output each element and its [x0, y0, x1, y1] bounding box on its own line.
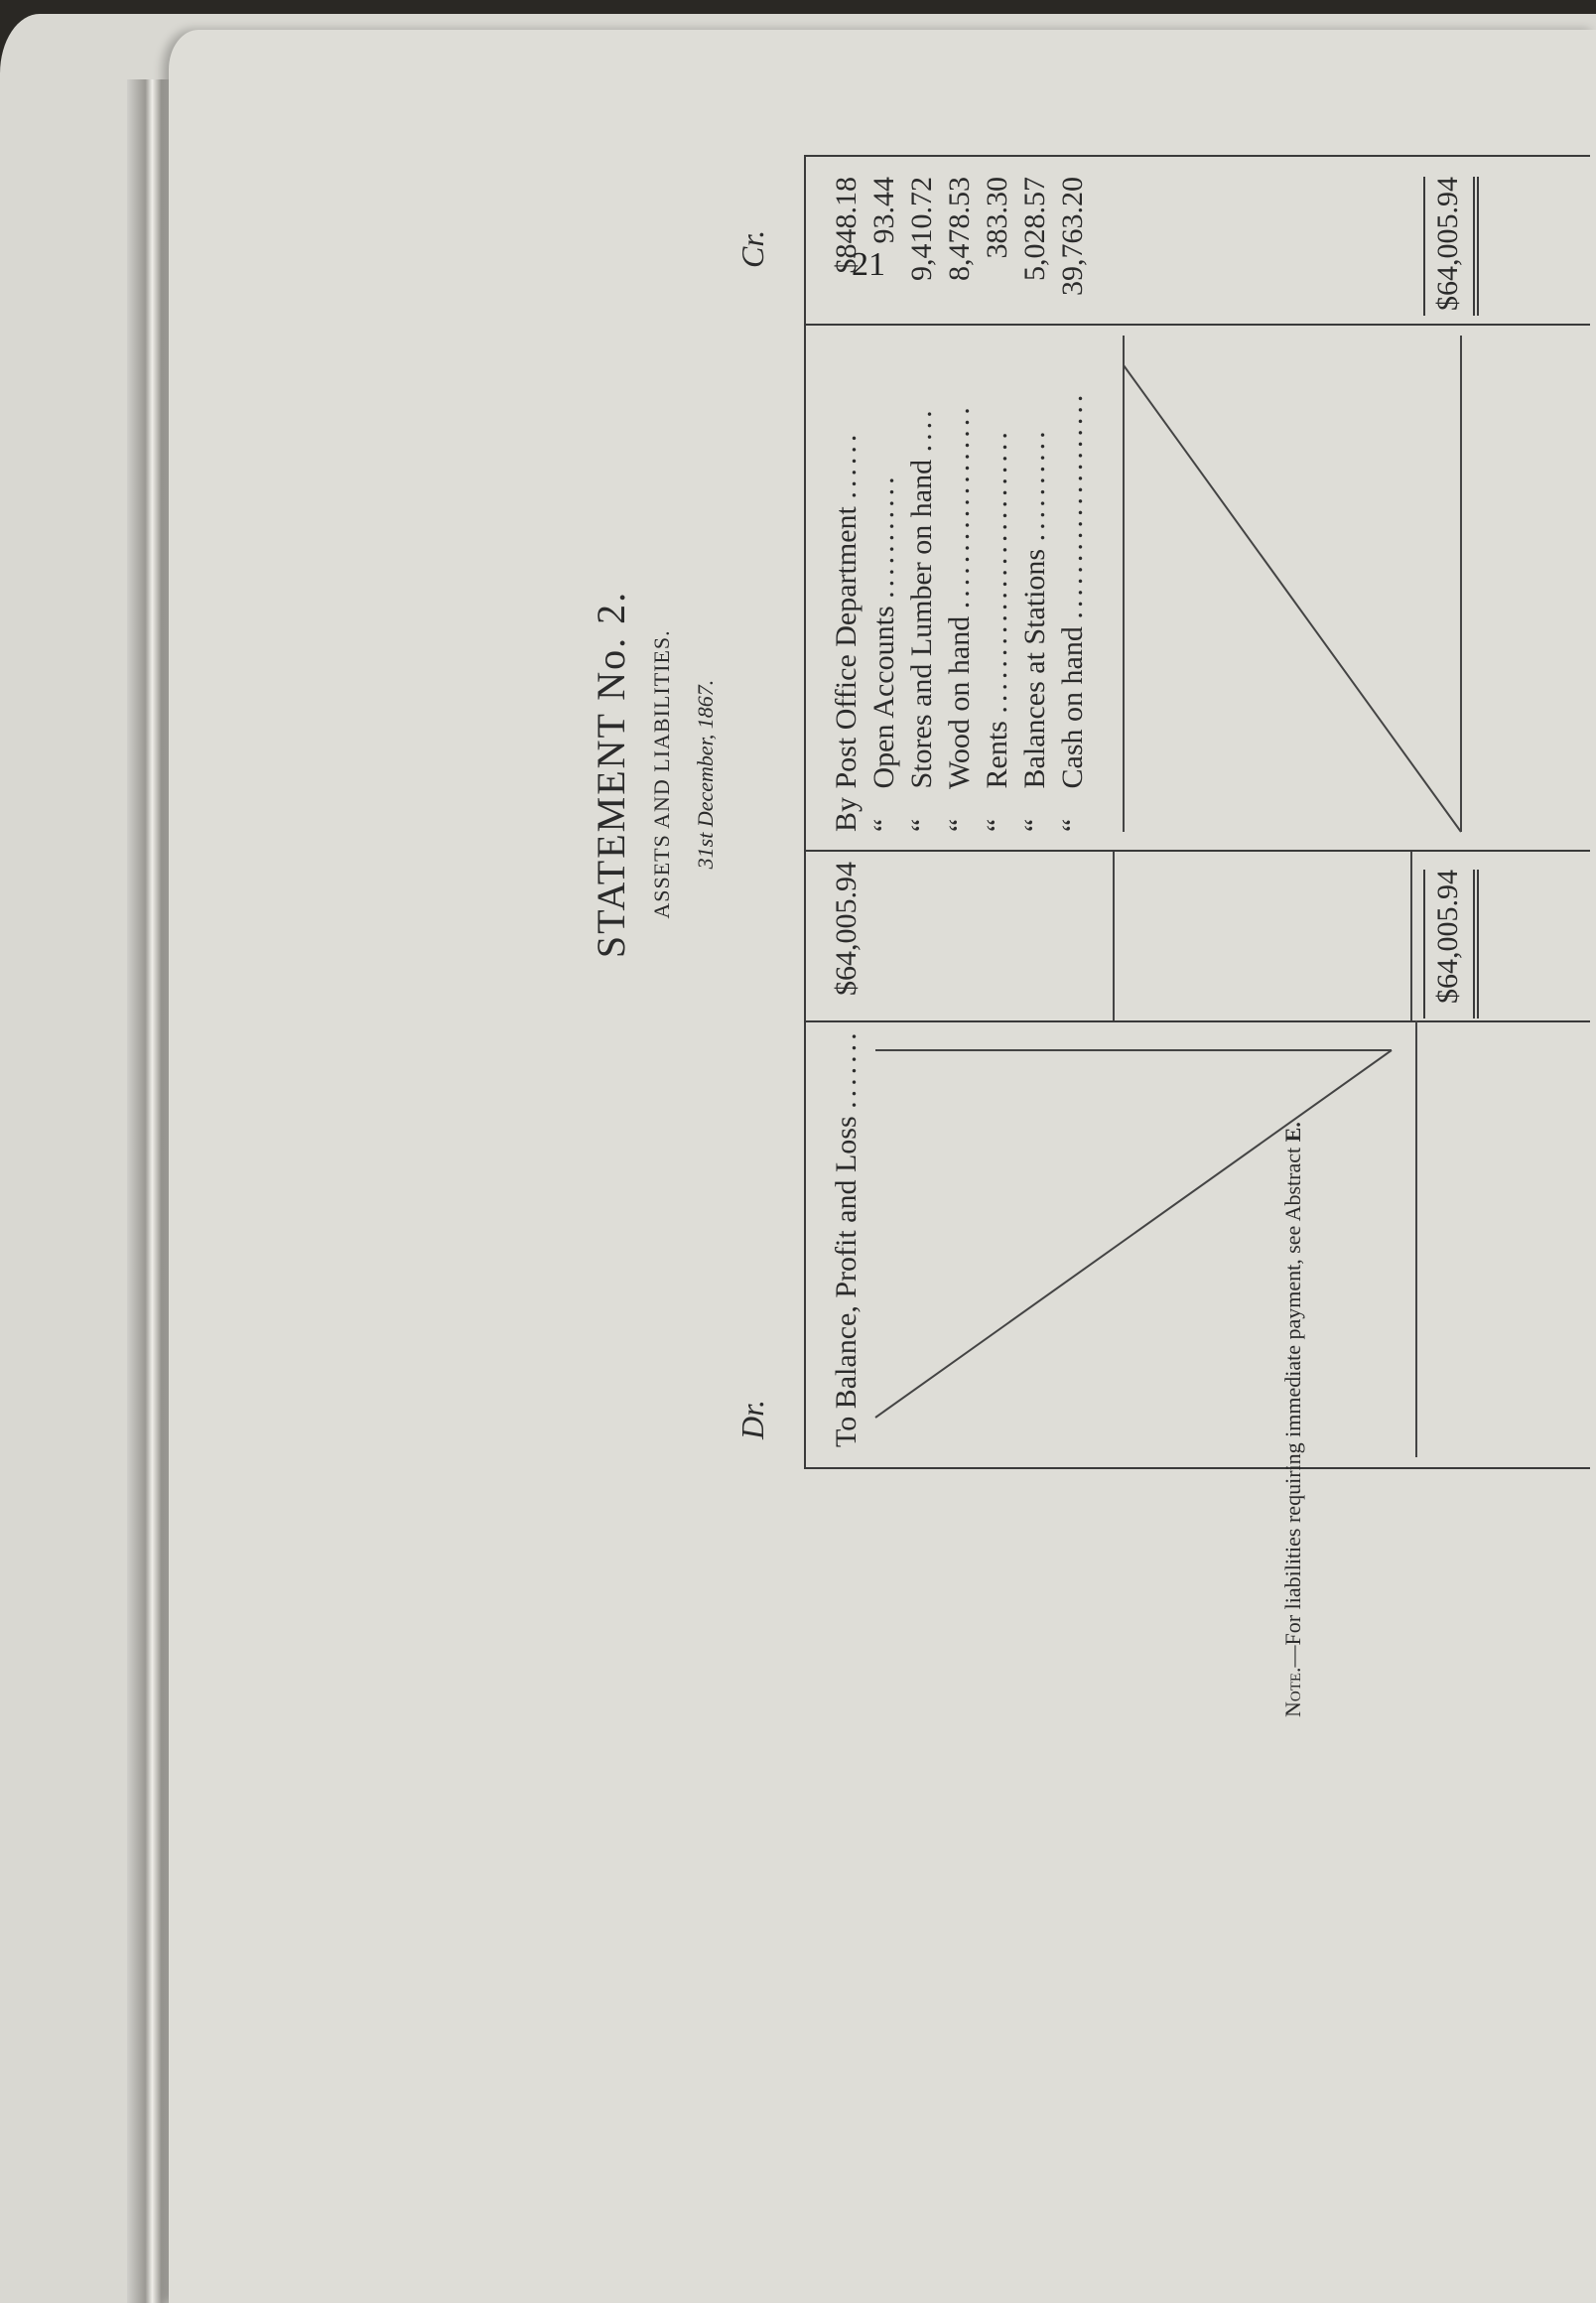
- credit-row: [865, 473, 903, 832]
- ledger-table: [804, 155, 1590, 1469]
- debit-label: Dr.: [734, 1399, 770, 1439]
- leader-dots: ..........: [1018, 427, 1051, 542]
- statement-subtitle: ASSETS AND LIABILITIES.: [649, 629, 674, 919]
- credit-row-prefix: By: [830, 796, 863, 832]
- credit-row-label: Rents: [981, 721, 1013, 789]
- page-number: 21: [852, 246, 885, 283]
- credit-row-amount: $848.18: [830, 177, 863, 274]
- credit-row-amount: 5,028.57: [1018, 177, 1051, 281]
- credit-row-amount: 8,478.53: [943, 177, 976, 281]
- leader-dots: ..................: [943, 403, 976, 610]
- statement-rotated: [576, 60, 1596, 1668]
- leader-dots: ....: [905, 406, 938, 453]
- footnote-body: —For liabilities requiring immediate payment, see Abstract: [1280, 1142, 1305, 1668]
- debit-total: $64,005.94: [1423, 870, 1479, 1018]
- credit-row-label: Stores and Lumber on hand: [905, 459, 938, 789]
- credit-row-prefix: “: [1056, 818, 1089, 832]
- debit-row-amount: $64,005.94: [830, 862, 863, 996]
- credit-row-label: Cash on hand: [1056, 626, 1089, 789]
- credit-row-amount: 9,410.72: [905, 177, 938, 281]
- credit-label: Cr.: [734, 229, 770, 268]
- credit-row: [941, 403, 979, 832]
- debit-row-label: To Balance, Profit and Loss: [830, 1116, 863, 1447]
- credit-row-label: Open Accounts: [867, 606, 900, 789]
- credit-row-prefix: “: [981, 818, 1013, 832]
- credit-row: [903, 406, 941, 832]
- credit-row-label: Wood on hand: [943, 615, 976, 790]
- credit-row-label: Post Office Department: [830, 506, 863, 789]
- credit-row-label: Balances at Stations: [1018, 548, 1051, 789]
- leader-dots: ......: [830, 430, 863, 499]
- statement-date: 31st December, 1867.: [693, 679, 718, 870]
- leader-dots: .........................: [981, 428, 1013, 714]
- leader-dots: ...........: [867, 473, 900, 599]
- footnote-lead: Note.: [1280, 1667, 1305, 1717]
- book-spine: [127, 79, 173, 2303]
- credit-row-amount: 93.44: [867, 177, 900, 244]
- credit-total: $64,005.94: [1423, 177, 1479, 316]
- credit-row-prefix: “: [1018, 818, 1051, 832]
- leader-dots: ....................: [1056, 390, 1089, 619]
- leader-dots: .......: [830, 1028, 863, 1109]
- credit-row-amount: 39,763.20: [1056, 177, 1089, 296]
- footnote-ref: E.: [1280, 1122, 1305, 1143]
- credit-row: [1016, 427, 1054, 832]
- credit-row-amount: 383.30: [981, 177, 1013, 259]
- credit-row-prefix: “: [905, 818, 938, 832]
- statement-title: STATEMENT No. 2.: [589, 590, 633, 959]
- footnote-text: [1280, 1122, 1306, 1717]
- credit-row: [979, 428, 1016, 832]
- credit-row-prefix: “: [943, 818, 976, 832]
- credit-row-prefix: “: [867, 818, 900, 832]
- credit-row: [828, 431, 865, 832]
- credit-row: [1054, 391, 1092, 832]
